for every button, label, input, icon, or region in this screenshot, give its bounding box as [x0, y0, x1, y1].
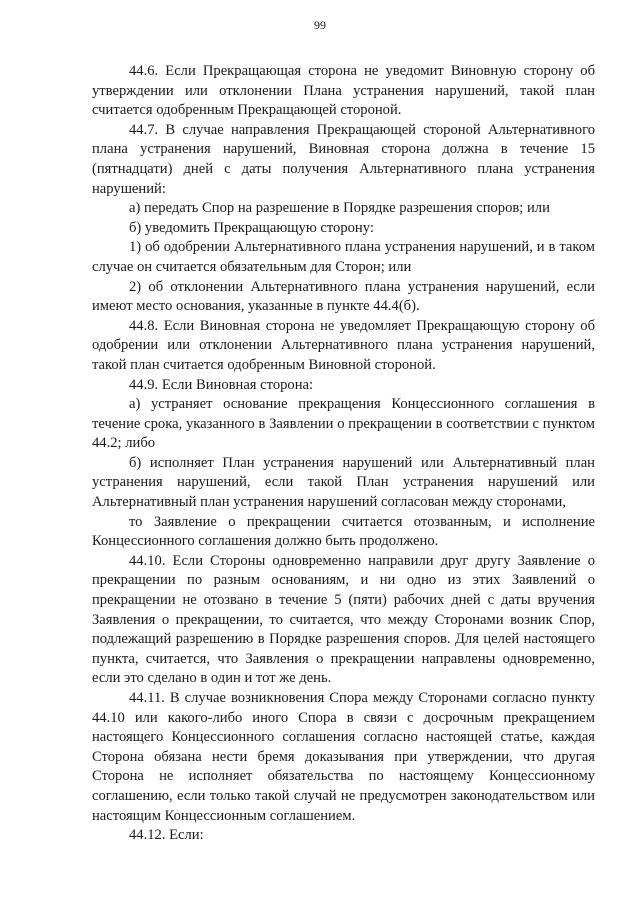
paragraph-44-7-b-1: 1) об одобрении Альтернативного плана устранения нарушений, и в таком случае он считается обязательным для Сторон; или — [92, 239, 595, 275]
paragraph-44-9: 44.9. Если Виновная сторона: — [129, 376, 314, 393]
paragraph-44-7-b: б) уведомить Прекращающую сторону: — [129, 219, 374, 236]
paragraph-44-7: 44.7. В случае направления Прекращающей стороной Альтернативного плана устранения нарушений, Виновная сторона должна в течение 15 (пятнадцати) дней с даты получения Альтернативного плана устранения нарушений: — [92, 121, 595, 197]
paragraph-44-10: 44.10. Если Стороны одновременно направили друг другу Заявление о прекращении по разным основаниям, и ни одно из этих Заявлений о прекращении не отозвано в течение 5 (пяти) рабочих дней с даты вручения Заявления о прекращении, то считается, что между Сторонами возник Спор, подлежащий разрешению в Порядке разрешения споров. Для целей настоящего пункта, считается, что Заявления о прекращении направлены одновременно, если это сделано в один и тот же день. — [92, 552, 595, 687]
paragraph-44-9-conclusion: то Заявление о прекращении считается отозванным, и исполнение Концессионного соглашения должно быть продолжено. — [92, 513, 595, 550]
paragraph-44-8: 44.8. Если Виновная сторона не уведомляет Прекращающую сторону об одобрении или отклонении Альтернативного плана устранения нарушений, такой план считается одобренным Виновной стороной. — [92, 317, 595, 373]
paragraph-44-7-a: а) передать Спор на разрешение в Порядке разрешения споров; или — [129, 200, 550, 217]
page-number: 99 — [314, 18, 326, 32]
paragraph-44-6: 44.6. Если Прекращающая сторона не уведомит Виновную сторону об утверждении или отклонении Плана устранения нарушений, такой план считается одобренным Прекращающей стороной. — [92, 63, 595, 119]
document-body — [92, 62, 595, 846]
paragraph-44-11: 44.11. В случае возникновения Спора между Сторонами согласно пункту 44.10 или какого-либо иного Спора в связи с досрочным прекращением настоящего Концессионного соглашения согласно настоящей статье, каждая Сторона обязана нести бремя доказывания при утверждении, что другая Сторона не исполняет обязательства по настоящему Концессионному соглашению, если только такой случай не предусмотрен законодательством или настоящим Концессионным соглашением. — [92, 690, 595, 824]
paragraph-44-9-b: б) исполняет План устранения нарушений или Альтернативный план устранения нарушений, если такой План устранения нарушений или Альтернативный план устранения нарушений согласован между сторонами, — [92, 454, 595, 511]
paragraph-44-9-a: а) устраняет основание прекращения Концессионного соглашения в течение срока, указанного в Заявлении о прекращении в соответствии с пунктом 44.2; либо — [92, 396, 595, 452]
paragraph-44-7-b-2: 2) об отклонении Альтернативного плана устранения нарушений, если имеют место основания, указанные в пункте 44.4(б). — [92, 278, 595, 315]
paragraph-44-12: 44.12. Если: — [129, 827, 204, 844]
